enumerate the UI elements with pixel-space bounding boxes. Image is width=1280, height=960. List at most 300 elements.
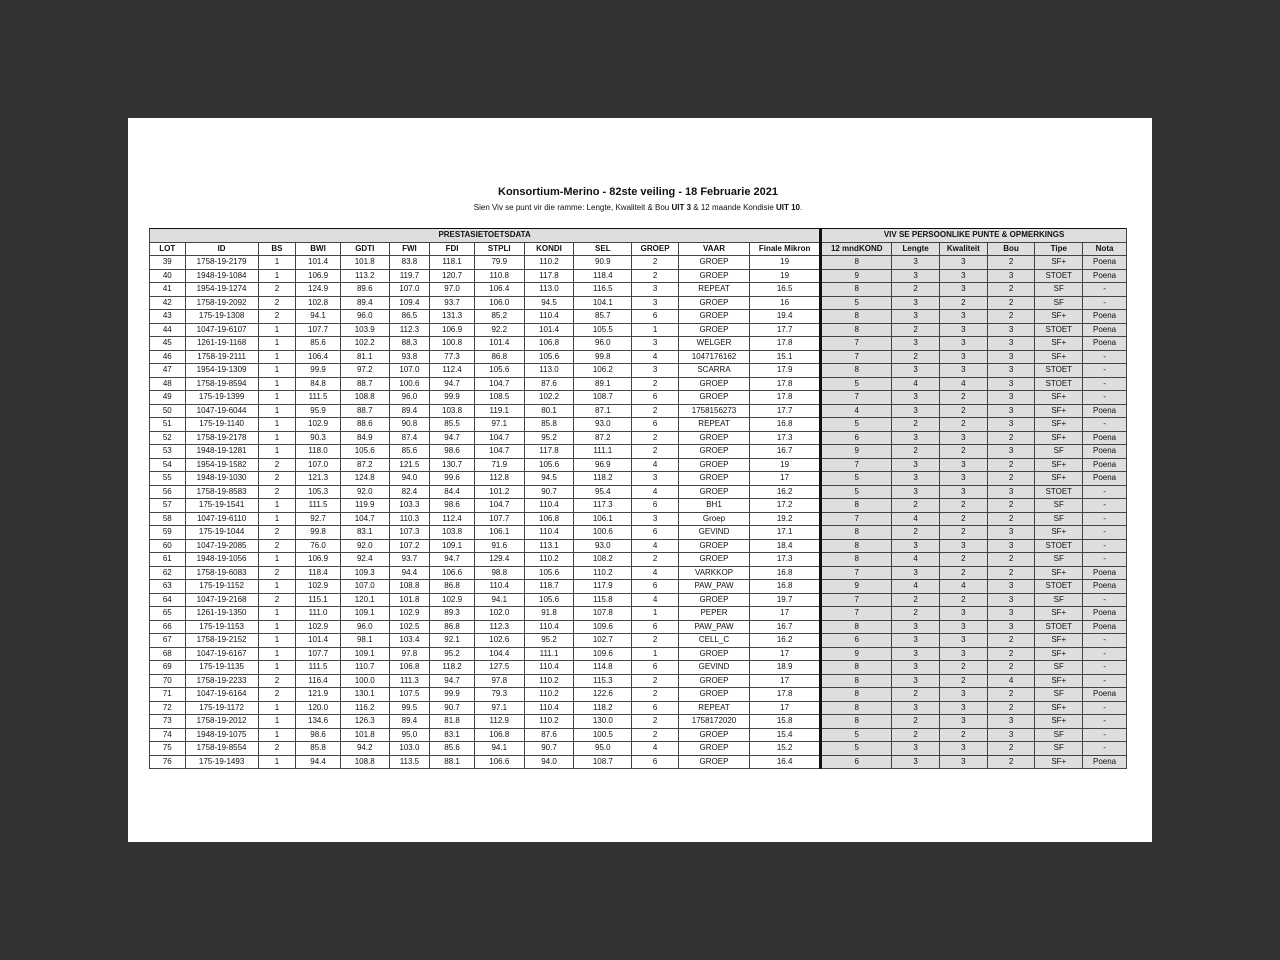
table-cell: 107.3 bbox=[389, 526, 430, 540]
table-cell: 101.2 bbox=[474, 485, 524, 499]
table-cell: 3 bbox=[892, 485, 940, 499]
table-cell: SF bbox=[1035, 742, 1083, 756]
table-cell: 2 bbox=[258, 539, 296, 553]
table-cell: 2 bbox=[939, 566, 987, 580]
table-cell: 97.2 bbox=[340, 364, 389, 378]
table-cell: 16.4 bbox=[750, 755, 821, 769]
subtitle-text-2: & 12 maande Kondisie bbox=[691, 203, 776, 212]
table-cell: 94.4 bbox=[389, 566, 430, 580]
table-cell: 83.1 bbox=[430, 728, 475, 742]
table-cell: 2 bbox=[258, 566, 296, 580]
table-cell: 118.4 bbox=[296, 566, 341, 580]
table-cell: 85.7 bbox=[574, 310, 632, 324]
table-cell: 95.2 bbox=[430, 647, 475, 661]
table-cell: 16.5 bbox=[750, 283, 821, 297]
table-cell: SF bbox=[1035, 296, 1083, 310]
table-cell: 2 bbox=[632, 269, 679, 283]
table-cell: 118.7 bbox=[524, 580, 574, 594]
table-cell: 79.9 bbox=[474, 256, 524, 270]
table-cell: 50 bbox=[150, 404, 186, 418]
table-cell: GROEP bbox=[678, 755, 749, 769]
table-cell: 175-19-1172 bbox=[185, 701, 258, 715]
table-cell: 2 bbox=[987, 742, 1035, 756]
table-cell: 6 bbox=[632, 661, 679, 675]
table-cell: SF bbox=[1035, 512, 1083, 526]
table-cell: 107.7 bbox=[296, 647, 341, 661]
table-cell: VARKKOP bbox=[678, 566, 749, 580]
table-row bbox=[150, 701, 1127, 715]
table-cell: 119.1 bbox=[474, 404, 524, 418]
table-cell: 19 bbox=[750, 269, 821, 283]
table-cell: 6 bbox=[821, 431, 892, 445]
table-cell: 4 bbox=[892, 377, 940, 391]
table-cell: 1 bbox=[258, 256, 296, 270]
table-cell: 3 bbox=[987, 391, 1035, 405]
table-cell: - bbox=[1083, 283, 1127, 297]
table-row bbox=[150, 647, 1127, 661]
table-cell: 19 bbox=[750, 256, 821, 270]
group-header-row bbox=[150, 229, 1127, 243]
table-cell: BH1 bbox=[678, 499, 749, 513]
table-cell: 1 bbox=[258, 701, 296, 715]
table-cell: 7 bbox=[821, 391, 892, 405]
table-row bbox=[150, 283, 1127, 297]
table-cell: 119.9 bbox=[340, 499, 389, 513]
table-cell: 2 bbox=[258, 458, 296, 472]
table-cell: 76.0 bbox=[296, 539, 341, 553]
table-cell: - bbox=[1083, 296, 1127, 310]
table-cell: 1047-19-6107 bbox=[185, 323, 258, 337]
table-cell: 92.4 bbox=[340, 553, 389, 567]
table-cell: 1948-19-1084 bbox=[185, 269, 258, 283]
table-cell: 6 bbox=[632, 580, 679, 594]
table-cell: 84.4 bbox=[430, 485, 475, 499]
table-cell: 1948-19-1281 bbox=[185, 445, 258, 459]
table-cell: STOET bbox=[1035, 269, 1083, 283]
table-cell: - bbox=[1083, 742, 1127, 756]
table-cell: 109.1 bbox=[430, 539, 475, 553]
table-cell: 95.4 bbox=[574, 485, 632, 499]
table-cell: 100.6 bbox=[389, 377, 430, 391]
table-cell: 94.5 bbox=[524, 296, 574, 310]
table-cell: - bbox=[1083, 418, 1127, 432]
table-cell: 106.4 bbox=[474, 283, 524, 297]
table-cell: 96.0 bbox=[340, 310, 389, 324]
table-cell: 2 bbox=[987, 647, 1035, 661]
table-cell: GROEP bbox=[678, 688, 749, 702]
table-cell: 99.9 bbox=[430, 688, 475, 702]
table-cell: 2 bbox=[892, 499, 940, 513]
table-cell: 3 bbox=[987, 337, 1035, 351]
table-cell: 110.4 bbox=[474, 580, 524, 594]
table-cell: 19.4 bbox=[750, 310, 821, 324]
table-row bbox=[150, 391, 1127, 405]
table-cell: 117.3 bbox=[574, 499, 632, 513]
table-cell: GROEP bbox=[678, 458, 749, 472]
table-cell: 17.2 bbox=[750, 499, 821, 513]
table-cell: 7 bbox=[821, 458, 892, 472]
table-cell: 111.5 bbox=[296, 499, 341, 513]
table-cell: 1 bbox=[258, 661, 296, 675]
table-cell: 1047-19-2168 bbox=[185, 593, 258, 607]
table-cell: 65 bbox=[150, 607, 186, 621]
table-cell: 86.8 bbox=[474, 350, 524, 364]
table-cell: 103.4 bbox=[389, 634, 430, 648]
table-cell: 71 bbox=[150, 688, 186, 702]
table-cell: 2 bbox=[892, 323, 940, 337]
table-cell: 4 bbox=[892, 580, 940, 594]
table-cell: 2 bbox=[258, 742, 296, 756]
table-cell: 94.1 bbox=[474, 742, 524, 756]
table-cell: 7 bbox=[821, 337, 892, 351]
table-cell: 108.2 bbox=[574, 553, 632, 567]
table-cell: 110.2 bbox=[574, 566, 632, 580]
table-cell: 88.1 bbox=[430, 755, 475, 769]
table-cell: 2 bbox=[939, 512, 987, 526]
table-cell: SF bbox=[1035, 283, 1083, 297]
table-cell: 2 bbox=[892, 688, 940, 702]
table-cell: 1954-19-1274 bbox=[185, 283, 258, 297]
table-cell: 88.7 bbox=[340, 404, 389, 418]
table-cell: 90.9 bbox=[574, 256, 632, 270]
table-cell: 3 bbox=[987, 377, 1035, 391]
table-cell: 7 bbox=[821, 607, 892, 621]
table-cell: 112.8 bbox=[474, 472, 524, 486]
table-cell: 130.0 bbox=[574, 715, 632, 729]
table-cell: 106.6 bbox=[430, 566, 475, 580]
table-cell: 99.8 bbox=[574, 350, 632, 364]
table-cell: 2 bbox=[892, 283, 940, 297]
table-cell: Poena bbox=[1083, 458, 1127, 472]
table-cell: 1 bbox=[632, 647, 679, 661]
table-cell: 2 bbox=[632, 404, 679, 418]
table-cell: 2 bbox=[987, 256, 1035, 270]
table-cell: 110.3 bbox=[389, 512, 430, 526]
table-cell: SF bbox=[1035, 661, 1083, 675]
table-cell: 16.8 bbox=[750, 580, 821, 594]
table-cell: 106.1 bbox=[574, 512, 632, 526]
table-cell: 131.3 bbox=[430, 310, 475, 324]
table-cell: 102.5 bbox=[389, 620, 430, 634]
table-cell: 2 bbox=[987, 566, 1035, 580]
table-cell: 3 bbox=[987, 418, 1035, 432]
table-row bbox=[150, 512, 1127, 526]
table-cell: GROEP bbox=[678, 310, 749, 324]
table-cell: 3 bbox=[939, 742, 987, 756]
table-cell: 2 bbox=[258, 485, 296, 499]
table-row bbox=[150, 485, 1127, 499]
table-cell: 85.5 bbox=[430, 418, 475, 432]
table-cell: GROEP bbox=[678, 647, 749, 661]
table-row bbox=[150, 310, 1127, 324]
table-cell: 3 bbox=[892, 647, 940, 661]
table-cell: 84.8 bbox=[296, 377, 341, 391]
table-cell: 3 bbox=[939, 310, 987, 324]
table-cell: 95.2 bbox=[524, 431, 574, 445]
table-cell: 7 bbox=[821, 593, 892, 607]
table-cell: 112.3 bbox=[389, 323, 430, 337]
table-cell: 87.6 bbox=[524, 728, 574, 742]
table-cell: 97.1 bbox=[474, 418, 524, 432]
table-cell: 83.8 bbox=[389, 256, 430, 270]
table-cell: 3 bbox=[892, 661, 940, 675]
table-cell: 8 bbox=[821, 310, 892, 324]
table-cell: REPEAT bbox=[678, 283, 749, 297]
table-cell: 175-19-1152 bbox=[185, 580, 258, 594]
table-cell: 102.9 bbox=[296, 580, 341, 594]
table-cell: 118.0 bbox=[296, 445, 341, 459]
column-header: Finale Mikron bbox=[750, 242, 821, 256]
table-cell: 1758-19-8554 bbox=[185, 742, 258, 756]
table-cell: 109.3 bbox=[340, 566, 389, 580]
table-cell: 1758-19-2152 bbox=[185, 634, 258, 648]
table-cell: 63 bbox=[150, 580, 186, 594]
table-cell: 102.9 bbox=[296, 620, 341, 634]
table-cell: 103.8 bbox=[430, 404, 475, 418]
table-cell: 91.6 bbox=[474, 539, 524, 553]
table-cell: 3 bbox=[892, 674, 940, 688]
table-cell: 106.6 bbox=[474, 755, 524, 769]
table-cell: 3 bbox=[892, 431, 940, 445]
table-cell: 18.4 bbox=[750, 539, 821, 553]
table-row bbox=[150, 418, 1127, 432]
table-cell: 3 bbox=[892, 269, 940, 283]
table-cell: 110.4 bbox=[524, 526, 574, 540]
table-cell: 2 bbox=[892, 715, 940, 729]
table-cell: 2 bbox=[939, 499, 987, 513]
table-cell: 2 bbox=[892, 350, 940, 364]
table-cell: STOET bbox=[1035, 485, 1083, 499]
table-row bbox=[150, 472, 1127, 486]
table-row bbox=[150, 715, 1127, 729]
table-cell: SF+ bbox=[1035, 607, 1083, 621]
table-cell: 48 bbox=[150, 377, 186, 391]
table-cell: 175-19-1140 bbox=[185, 418, 258, 432]
table-cell: 1 bbox=[258, 323, 296, 337]
table-cell: 4 bbox=[632, 458, 679, 472]
table-cell: 1758-19-2233 bbox=[185, 674, 258, 688]
table-cell: 7 bbox=[821, 350, 892, 364]
table-cell: 1758-19-2178 bbox=[185, 431, 258, 445]
table-cell: 175-19-1044 bbox=[185, 526, 258, 540]
table-cell: 1 bbox=[258, 431, 296, 445]
table-cell: 1 bbox=[258, 337, 296, 351]
table-cell: 1 bbox=[258, 715, 296, 729]
table-cell: 94.7 bbox=[430, 377, 475, 391]
table-cell: 1 bbox=[258, 620, 296, 634]
table-cell: 16.8 bbox=[750, 566, 821, 580]
table-cell: 110.2 bbox=[524, 688, 574, 702]
table-cell: 8 bbox=[821, 283, 892, 297]
table-cell: 106.9 bbox=[296, 269, 341, 283]
table-cell: 108.7 bbox=[574, 391, 632, 405]
table-cell: SF bbox=[1035, 445, 1083, 459]
table-cell: 17 bbox=[750, 674, 821, 688]
table-cell: 96.0 bbox=[574, 337, 632, 351]
table-cell: Poena bbox=[1083, 472, 1127, 486]
table-cell: 115.8 bbox=[574, 593, 632, 607]
table-cell: 175-19-1308 bbox=[185, 310, 258, 324]
table-cell: 110.4 bbox=[524, 310, 574, 324]
table-cell: 1758156273 bbox=[678, 404, 749, 418]
table-row bbox=[150, 458, 1127, 472]
table-cell: 7 bbox=[821, 512, 892, 526]
table-row bbox=[150, 755, 1127, 769]
table-cell: 3 bbox=[939, 485, 987, 499]
table-cell: Poena bbox=[1083, 431, 1127, 445]
table-cell: 107.2 bbox=[389, 539, 430, 553]
table-cell: 92.1 bbox=[430, 634, 475, 648]
table-cell: 3 bbox=[939, 283, 987, 297]
column-header: Nota bbox=[1083, 242, 1127, 256]
table-cell: STOET bbox=[1035, 620, 1083, 634]
table-cell: 2 bbox=[258, 296, 296, 310]
table-cell: - bbox=[1083, 350, 1127, 364]
table-cell: 15.2 bbox=[750, 742, 821, 756]
table-cell: 110.2 bbox=[524, 715, 574, 729]
table-cell: 73 bbox=[150, 715, 186, 729]
subtitle-text-3: . bbox=[800, 203, 803, 212]
table-cell: 3 bbox=[939, 431, 987, 445]
table-cell: 105.6 bbox=[524, 350, 574, 364]
table-cell: 6 bbox=[632, 499, 679, 513]
table-cell: 64 bbox=[150, 593, 186, 607]
table-cell: 105.6 bbox=[340, 445, 389, 459]
group-header-viv: VIV SE PERSOONLIKE PUNTE & OPMERKINGS bbox=[821, 229, 1127, 243]
table-cell: 81.8 bbox=[430, 715, 475, 729]
table-cell: GROEP bbox=[678, 445, 749, 459]
table-cell: 54 bbox=[150, 458, 186, 472]
table-cell: 61 bbox=[150, 553, 186, 567]
table-cell: PEPER bbox=[678, 607, 749, 621]
table-cell: GROEP bbox=[678, 674, 749, 688]
table-cell: 95.2 bbox=[524, 634, 574, 648]
table-cell: 111.5 bbox=[296, 661, 341, 675]
table-cell: 2 bbox=[939, 404, 987, 418]
table-cell: 2 bbox=[632, 553, 679, 567]
table-cell: GROEP bbox=[678, 431, 749, 445]
table-cell: 98.1 bbox=[340, 634, 389, 648]
table-cell: 96.0 bbox=[340, 620, 389, 634]
table-cell: 15.1 bbox=[750, 350, 821, 364]
table-cell: 3 bbox=[892, 539, 940, 553]
table-cell: 1948-19-1075 bbox=[185, 728, 258, 742]
table-cell: 5 bbox=[821, 742, 892, 756]
table-cell: 58 bbox=[150, 512, 186, 526]
table-cell: 108.8 bbox=[340, 391, 389, 405]
table-cell: 82.4 bbox=[389, 485, 430, 499]
table-cell: 101.8 bbox=[340, 256, 389, 270]
table-cell: 8 bbox=[821, 499, 892, 513]
table-cell: 19 bbox=[750, 458, 821, 472]
table-cell: 3 bbox=[987, 350, 1035, 364]
table-cell: 6 bbox=[632, 310, 679, 324]
table-cell: 40 bbox=[150, 269, 186, 283]
table-cell: 105.5 bbox=[574, 323, 632, 337]
table-cell: 98.6 bbox=[430, 499, 475, 513]
table-cell: 3 bbox=[892, 310, 940, 324]
table-cell: 108.8 bbox=[389, 580, 430, 594]
table-body bbox=[150, 256, 1127, 769]
table-cell: SCARRA bbox=[678, 364, 749, 378]
table-row bbox=[150, 445, 1127, 459]
table-cell: STOET bbox=[1035, 323, 1083, 337]
table-cell: 17.9 bbox=[750, 364, 821, 378]
table-row bbox=[150, 526, 1127, 540]
table-cell: 81.1 bbox=[340, 350, 389, 364]
table-cell: - bbox=[1083, 512, 1127, 526]
table-cell: 90.8 bbox=[389, 418, 430, 432]
table-cell: Poena bbox=[1083, 404, 1127, 418]
table-row bbox=[150, 593, 1127, 607]
table-cell: 1047-19-6164 bbox=[185, 688, 258, 702]
table-cell: SF+ bbox=[1035, 256, 1083, 270]
table-cell: SF+ bbox=[1035, 391, 1083, 405]
table-cell: 2 bbox=[632, 674, 679, 688]
table-cell: 3 bbox=[892, 634, 940, 648]
table-cell: 3 bbox=[632, 337, 679, 351]
table-cell: 3 bbox=[987, 607, 1035, 621]
table-cell: 120.0 bbox=[296, 701, 341, 715]
table-cell: 2 bbox=[892, 526, 940, 540]
table-cell: 101.8 bbox=[389, 593, 430, 607]
table-cell: 122.6 bbox=[574, 688, 632, 702]
table-cell: 1 bbox=[258, 634, 296, 648]
table-cell: 1 bbox=[258, 647, 296, 661]
table-cell: 106.8 bbox=[524, 512, 574, 526]
table-cell: 1758-19-8594 bbox=[185, 377, 258, 391]
table-cell: 95.9 bbox=[296, 404, 341, 418]
table-cell: 86.8 bbox=[430, 580, 475, 594]
table-cell: 1 bbox=[258, 580, 296, 594]
table-cell: 107.0 bbox=[296, 458, 341, 472]
table-cell: 102.0 bbox=[474, 607, 524, 621]
table-cell: 107.0 bbox=[389, 283, 430, 297]
table-cell: 15.4 bbox=[750, 728, 821, 742]
table-cell: 106.4 bbox=[296, 350, 341, 364]
table-cell: 119.7 bbox=[389, 269, 430, 283]
table-cell: 5 bbox=[821, 418, 892, 432]
table-cell: 3 bbox=[892, 391, 940, 405]
column-header: GROEP bbox=[632, 242, 679, 256]
table-cell: 8 bbox=[821, 620, 892, 634]
table-cell: 113.1 bbox=[524, 539, 574, 553]
table-cell: 1047-19-6110 bbox=[185, 512, 258, 526]
table-row bbox=[150, 256, 1127, 270]
table-cell: 6 bbox=[632, 526, 679, 540]
table-cell: 3 bbox=[892, 472, 940, 486]
table-cell: 17.7 bbox=[750, 404, 821, 418]
table-cell: - bbox=[1083, 364, 1127, 378]
table-cell: 2 bbox=[987, 512, 1035, 526]
table-cell: 105.6 bbox=[524, 458, 574, 472]
table-cell: 5 bbox=[821, 377, 892, 391]
table-cell: 4 bbox=[632, 566, 679, 580]
table-cell: 89.1 bbox=[574, 377, 632, 391]
table-cell: 6 bbox=[821, 634, 892, 648]
table-cell: SF bbox=[1035, 593, 1083, 607]
table-cell: 109.6 bbox=[574, 620, 632, 634]
table-cell: 1758-19-6083 bbox=[185, 566, 258, 580]
table-cell: 88.6 bbox=[340, 418, 389, 432]
table-cell: GROEP bbox=[678, 553, 749, 567]
table-cell: 113.5 bbox=[389, 755, 430, 769]
table-cell: 96.9 bbox=[574, 458, 632, 472]
table-cell: 103.8 bbox=[430, 526, 475, 540]
table-cell: 1954-19-1309 bbox=[185, 364, 258, 378]
table-cell: 5 bbox=[821, 728, 892, 742]
table-cell: 9 bbox=[821, 269, 892, 283]
